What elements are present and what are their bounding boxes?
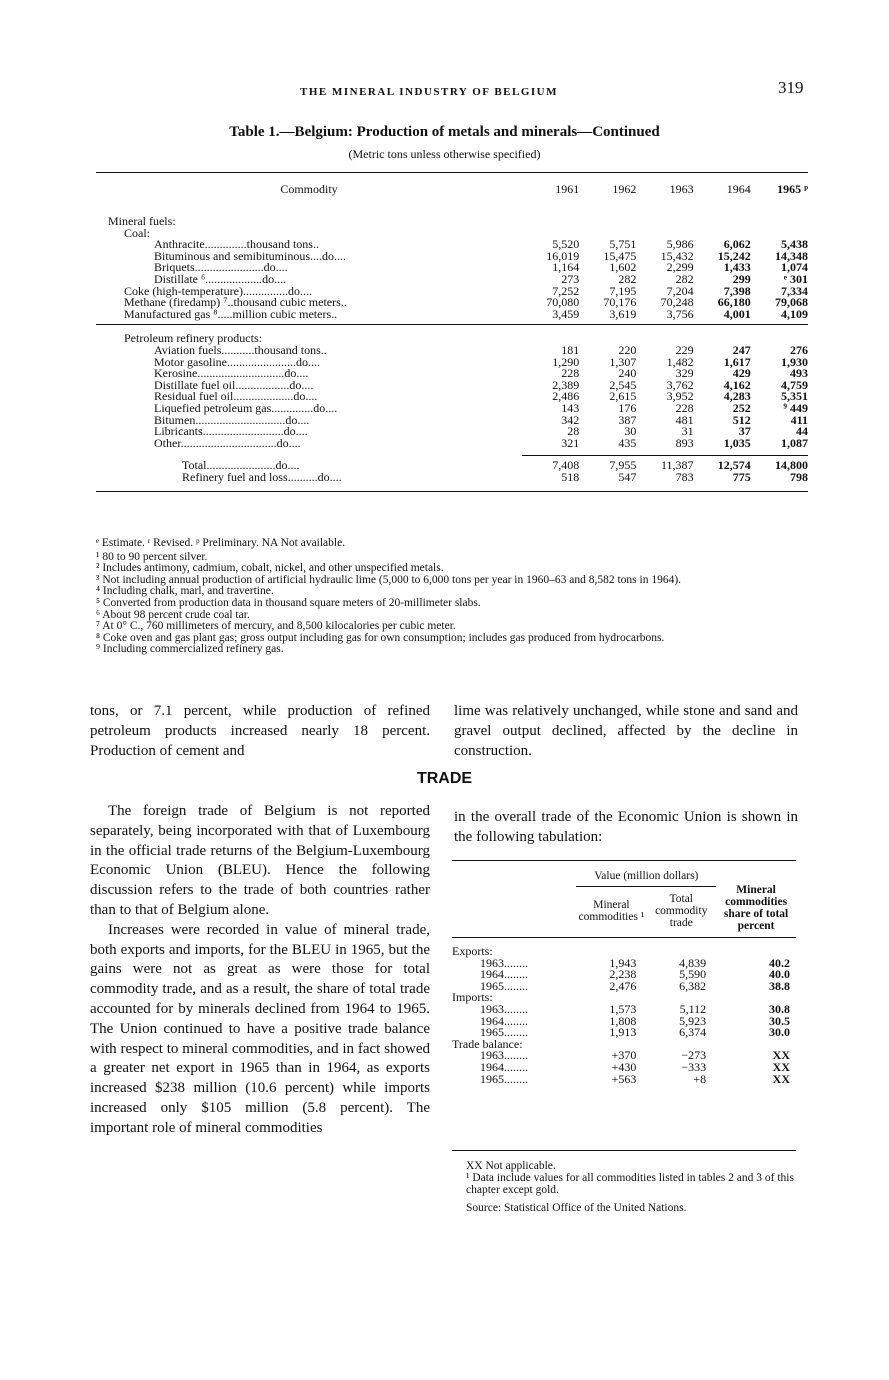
cell-value: 229	[675, 342, 694, 357]
paragraph-left-top	[90, 702, 430, 761]
row-label: Anthracite..............thousand tons..	[154, 237, 319, 252]
cell-value: 429	[732, 366, 751, 381]
trade-source: Source: Statistical Office of the United Nations.	[466, 1202, 687, 1214]
cell-value: 282	[618, 271, 637, 286]
cell-value: 3,756	[666, 306, 694, 321]
cell-value: 14,800	[751, 456, 808, 472]
cell-value: 893	[675, 435, 694, 450]
footnote-legend: ᵉ Estimate. ʳ Revised. ᵖ Preliminary. NA Not available.	[96, 537, 346, 549]
cell-value: 1,164	[552, 260, 580, 275]
section-heading-trade: TRADE	[416, 770, 473, 787]
cell-value: 7,204	[666, 283, 694, 298]
cell-value: 299	[732, 271, 751, 286]
cell-year: 1965........	[480, 978, 528, 993]
section-mineral-fuels: Mineral fuels:	[108, 214, 176, 228]
footnote-7: ⁷ At 0° C., 760 millimeters of mercury, and 8,500 kilocalories per cubic meter.	[96, 620, 456, 633]
cell-value: 1,482	[666, 354, 694, 369]
cell-value: 7,955	[579, 456, 636, 472]
row-label: Libricants...........................do....	[154, 424, 308, 439]
cell-value: 3,952	[666, 389, 694, 404]
cell-value: 44	[796, 424, 808, 439]
cell-value: 5,520	[552, 237, 580, 252]
cell-value: 5,986	[666, 237, 694, 252]
cell-share: 30.5	[769, 1013, 790, 1028]
cell-share: 40.0	[769, 967, 790, 982]
trade-right-text: in the overall trade of the Economic Union is shown in the following tabulation:	[454, 809, 798, 845]
cell-total: 6,382	[679, 978, 707, 993]
cell-value: 493	[790, 366, 808, 381]
cell-mineral: 2,476	[609, 978, 637, 993]
cell-share: XX	[772, 1059, 790, 1074]
running-title: THE MINERAL INDUSTRY OF BELGIUM	[300, 86, 558, 98]
cell-share: 38.8	[769, 978, 790, 993]
cell-total: −333	[681, 1059, 707, 1074]
cell-value: 798	[790, 469, 808, 484]
cell-value: 7,334	[781, 283, 808, 298]
cell-value: 4,283	[723, 389, 751, 404]
cell-mineral: 1,943	[609, 955, 637, 970]
cell-share: XX	[772, 1048, 790, 1063]
row-label: Distillate ⁶...................do....	[154, 271, 287, 286]
cell-value: 2,486	[552, 389, 580, 404]
cell-value: 5,351	[781, 389, 808, 404]
cell-value: 3,762	[666, 377, 694, 392]
col-1963: 1963	[669, 182, 694, 197]
cell-value: 342	[561, 412, 580, 427]
page-number: 319	[778, 78, 804, 97]
trade-paragraph-2: Increases were recorded in value of mineral trade, both exports and imports, for the BLEU in 1965, but the gains were not as great as were those for total commodity trade, and as a result, the share of total trade accounted for by minerals declined from 1964 to 1965. The Union continued to have a positive trade balance with respect to mineral commodities, and in fact showed a greater net export in 1965 than in 1964, as exports increased $238 million (10.6 percent) while imports increased only $105 million (5.8 percent). The important role of mineral commodities	[90, 921, 430, 1136]
cell-value: 1,433	[723, 260, 751, 275]
cell-value: 30	[624, 424, 637, 439]
trade-column-left	[90, 802, 430, 1139]
trade-table-top-rule	[452, 860, 796, 861]
footnote-9: ⁹ Including commercialized refinery gas.	[96, 643, 284, 656]
cell-value: 411	[790, 412, 808, 427]
cell-value: 176	[618, 400, 637, 415]
cell-value: 11,387	[636, 456, 693, 472]
mineral-header: Mineral commodities ¹	[578, 899, 645, 923]
table-row	[96, 438, 808, 456]
cell-mineral: 1,913	[609, 1025, 637, 1040]
trade-table	[452, 864, 796, 1085]
row-label: Distillate fuel oil..................do....	[154, 377, 314, 392]
cell-value: 228	[561, 366, 580, 381]
cell-total: 5,590	[679, 967, 707, 982]
cell-value: 79,068	[775, 295, 808, 310]
cell-year: 1965........	[480, 1071, 528, 1086]
cell-year: 1964........	[480, 967, 528, 982]
group-label: Imports:	[452, 990, 493, 1005]
row-label: Coke (high-temperature)...............do....	[124, 283, 312, 298]
table1-footnotes	[96, 538, 808, 656]
cell-value: 240	[618, 366, 637, 381]
trade-table-notes	[452, 1160, 798, 1214]
trade-column-right-intro	[454, 808, 798, 848]
cell-total: 5,923	[679, 1013, 707, 1028]
table1-title: Table 1.—Belgium: Production of metals and minerals—Continued	[229, 124, 660, 140]
row-label: Residual fuel oil....................do....	[154, 389, 318, 404]
cell-value: 6,062	[723, 237, 751, 252]
col-1961: 1961	[555, 182, 580, 197]
cell-mineral: +430	[611, 1059, 637, 1074]
cell-year: 1963........	[480, 955, 528, 970]
table1-top-rule	[96, 172, 808, 173]
cell-value: 1,035	[723, 435, 751, 450]
cell-value: 15,475	[603, 248, 637, 263]
trade-paragraph-1: The foreign trade of Belgium is not reported separately, being incorporated with that of Luxembourg in the official trade returns of the Belgium-Luxembourg Economic Union (BLEU). Hence the following discussion refers to the trade of both countries rather than to that of Belgium alone.	[90, 803, 430, 918]
cell-value: 15,242	[717, 248, 751, 263]
cell-value: 518	[561, 469, 580, 484]
row-label: Motor gasoline.......................do....	[154, 354, 320, 369]
cell-value: 1,930	[781, 354, 808, 369]
production-table	[96, 176, 808, 492]
cell-value: 143	[561, 400, 580, 415]
cell-value: 15,432	[660, 248, 694, 263]
cell-value: 321	[561, 435, 580, 450]
cell-value: 435	[618, 435, 637, 450]
paragraph-right-top	[454, 702, 798, 761]
footnote-4: ⁴ Including chalk, marl, and travertine.	[96, 585, 274, 598]
cell-value: 228	[675, 400, 694, 415]
cell-value: 70,080	[546, 295, 580, 310]
cell-share: 30.0	[769, 1025, 790, 1040]
footnote-6: ⁶ About 98 percent crude coal tar.	[96, 608, 250, 621]
cell-value: 4,001	[723, 306, 751, 321]
cell-value: 783	[675, 469, 694, 484]
row-label: Manufactured gas ⁸.....million cubic meters..	[124, 306, 338, 321]
cell-value: 282	[675, 271, 694, 286]
cell-value: ⁹ 449	[783, 400, 808, 415]
footnote-5: ⁵ Converted from production data in thousand square meters of 20-millimeter slabs.	[96, 596, 481, 609]
cell-value: 7,408	[522, 456, 579, 472]
table1-bottom-rule	[96, 483, 808, 492]
cell-year: 1965........	[480, 1025, 528, 1040]
footnote-3: ³ Not including annual production of artificial hydraulic lime (5,000 to 6,000 tons per year in 1960–63 and 8,582 tons in 1964).	[96, 573, 682, 586]
cell-mineral: 2,238	[609, 967, 637, 982]
cell-value: 1,074	[781, 260, 808, 275]
cell-year: 1963........	[480, 1001, 528, 1016]
cell-value: 775	[732, 469, 751, 484]
cell-mineral: 1,573	[609, 1001, 637, 1016]
cell-year: 1964........	[480, 1013, 528, 1028]
row-label: Other................................do....	[154, 435, 301, 450]
footnote-8: ⁸ Coke oven and gas plant gas; gross output including gas for own consumption; includes gas produced from hydrocarbons.	[96, 631, 665, 644]
footnote-2: ² Includes antimony, cadmium, cobalt, nickel, and other unspecified metals.	[96, 562, 444, 575]
cell-year: 1963........	[480, 1048, 528, 1063]
group-label: Trade balance:	[452, 1036, 523, 1051]
cell-value: 387	[618, 412, 637, 427]
cell-value: 1,617	[723, 354, 751, 369]
cell-value: 12,574	[694, 456, 751, 472]
cell-value: 7,398	[723, 283, 751, 298]
cell-value: 252	[732, 400, 751, 415]
cell-value: 7,252	[552, 283, 580, 298]
cell-value: 5,751	[609, 237, 637, 252]
cell-value: 1,307	[609, 354, 637, 369]
trade-note-xx: XX Not applicable.	[466, 1160, 556, 1172]
cell-value: 2,615	[609, 389, 637, 404]
footnote-1: ¹ 80 to 90 percent silver.	[96, 550, 208, 563]
cell-value: 7,195	[609, 283, 637, 298]
cell-value: 329	[675, 366, 694, 381]
row-label: Total.......................do....	[182, 458, 300, 473]
table1-body	[96, 204, 808, 492]
table-row	[96, 472, 808, 484]
cell-mineral: +563	[611, 1071, 637, 1086]
trade-table-bottom-rule	[452, 1150, 796, 1151]
para-right-top-text: lime was relatively unchanged, while stone and sand and gravel output declined, affected by the decline in construction.	[454, 703, 798, 759]
cell-value: 4,759	[781, 377, 808, 392]
col-1962: 1962	[612, 182, 637, 197]
cell-value: 547	[618, 469, 637, 484]
cell-share: 30.8	[769, 1001, 790, 1016]
cell-value: 247	[732, 342, 751, 357]
cell-total: 6,374	[679, 1025, 707, 1040]
table-row	[452, 981, 796, 993]
cell-value: 70,248	[660, 295, 694, 310]
cell-value: 1,602	[609, 260, 637, 275]
cell-value: 28	[567, 424, 580, 439]
cell-value: 181	[561, 342, 580, 357]
cell-total: 5,112	[679, 1001, 707, 1016]
cell-value: 512	[732, 412, 751, 427]
cell-value: 66,180	[717, 295, 751, 310]
cell-value: 14,348	[775, 248, 808, 263]
cell-share: 40.2	[769, 955, 790, 970]
cell-mineral: 1,808	[609, 1013, 637, 1028]
value-header: Value (million dollars)	[576, 864, 716, 887]
table1-header-row	[96, 176, 808, 204]
cell-value: 481	[675, 412, 694, 427]
cell-mineral: +370	[611, 1048, 637, 1063]
group-label: Exports:	[452, 944, 493, 958]
cell-value: 1,087	[781, 435, 808, 450]
col-1964: 1964	[726, 182, 751, 197]
cell-value: 2,299	[666, 260, 694, 275]
row-label: Liquefied petroleum gas..............do....	[154, 400, 338, 415]
row-label: Aviation fuels...........thousand tons..	[154, 342, 327, 357]
total-header: Total commodity trade	[655, 893, 708, 929]
cell-total: 4,839	[679, 955, 707, 970]
row-label: Bitumen..............................do....	[154, 412, 310, 427]
row-label: Bituminous and semibituminous....do....	[154, 248, 347, 263]
trade-note-1: ¹ Data include values for all commodities listed in tables 2 and 3 of this chapter except gold.	[466, 1172, 794, 1196]
col-1965: 1965 ᵖ	[777, 182, 808, 197]
cell-value: 70,176	[603, 295, 637, 310]
cell-value: 220	[618, 342, 637, 357]
section-petroleum: Petroleum refinery products:	[124, 331, 262, 346]
row-label: Briquets.......................do....	[154, 260, 288, 275]
cell-value: 4,162	[723, 377, 751, 392]
trade-table-body	[452, 938, 796, 1086]
cell-value: 4,109	[781, 306, 808, 321]
col-commodity: Commodity	[280, 182, 338, 197]
cell-value: 3,619	[609, 306, 637, 321]
cell-value: ᵉ 301	[783, 271, 808, 286]
share-header: Mineral commodities share of total percent	[723, 884, 789, 932]
table1-subtitle: (Metric tons unless otherwise specified)	[348, 147, 541, 161]
cell-value: 276	[790, 342, 808, 357]
cell-value: 2,545	[609, 377, 637, 392]
cell-value: 1,290	[552, 354, 580, 369]
section-mineral-fuels-row	[96, 204, 808, 228]
cell-value: 37	[738, 424, 751, 439]
cell-value: 5,438	[781, 237, 808, 252]
row-label: Methane (firedamp) ⁷..thousand cubic meters..	[124, 295, 347, 310]
table-row	[96, 309, 808, 325]
para-left-top-text: tons, or 7.1 percent, while production of refined petroleum products increased nearly 18 percent. Production of cement and	[90, 703, 430, 759]
cell-value: 16,019	[546, 248, 580, 263]
cell-value: 31	[681, 424, 694, 439]
row-label: Refinery fuel and loss..........do....	[182, 469, 342, 484]
row-label: Kerosine.............................do....	[154, 366, 309, 381]
cell-value: 3,459	[552, 306, 580, 321]
table-row	[452, 1074, 796, 1086]
cell-total: −273	[681, 1048, 707, 1063]
cell-value: 273	[561, 271, 580, 286]
cell-share: XX	[772, 1071, 790, 1086]
cell-value: 2,389	[552, 377, 580, 392]
section-coal: Coal:	[124, 225, 150, 240]
cell-year: 1964........	[480, 1059, 528, 1074]
cell-total: +8	[693, 1071, 707, 1086]
